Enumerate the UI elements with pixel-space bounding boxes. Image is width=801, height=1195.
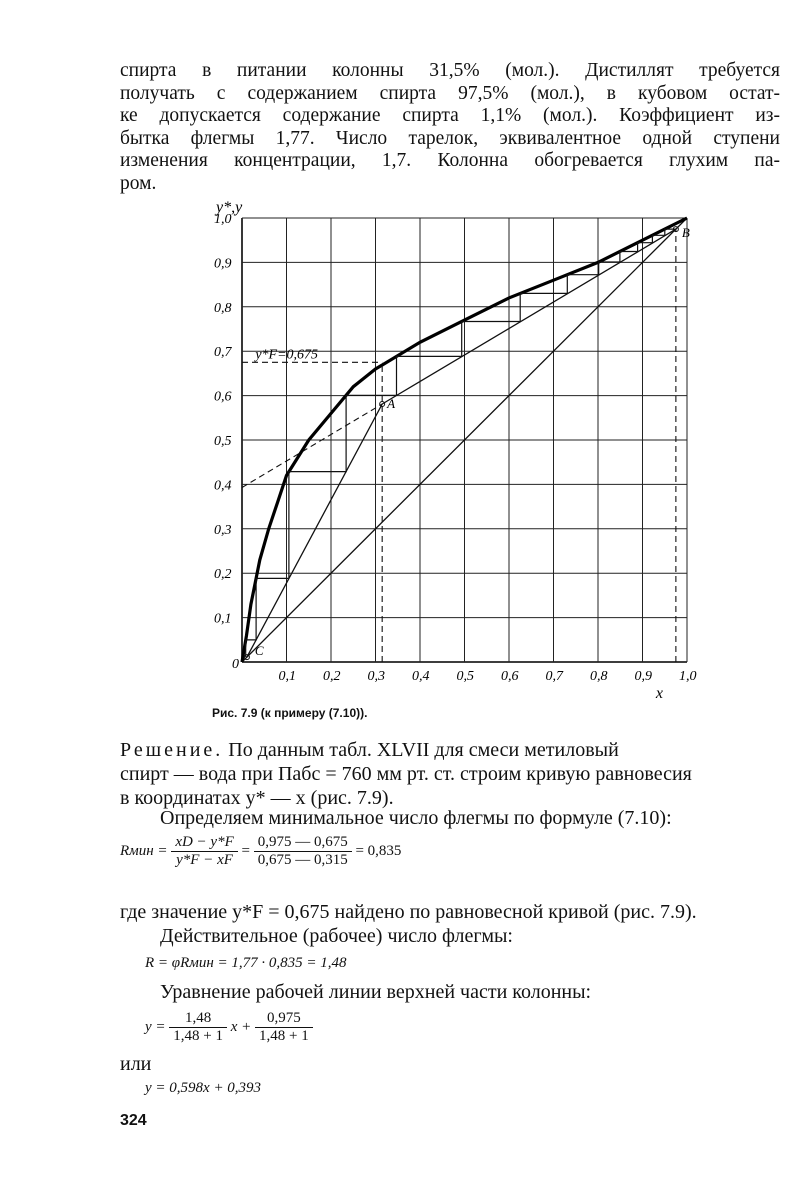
eq-lhs: y =	[145, 1018, 166, 1035]
y-tick-label: 0,2	[214, 567, 232, 583]
x-tick-label: 0,4	[412, 669, 430, 684]
y-tick-label: 1,0	[214, 212, 232, 227]
final-equation: y = 0,598x + 0,393	[145, 1080, 262, 1096]
operating-line-equation	[145, 1010, 313, 1045]
solution-line-3: в координатах y* — x (рис. 7.9).	[120, 787, 394, 809]
x-axis-title: x	[655, 685, 663, 702]
y-tick-label: 0,1	[214, 611, 232, 627]
x-tick-label: 0,3	[367, 669, 385, 684]
intro-line: спирта в питании колонны 31,5% (мол.). Дистиллят требуется	[120, 60, 780, 81]
eq-mid: x +	[230, 1018, 252, 1035]
point-c-label: C	[254, 643, 264, 659]
rmin-fraction-symbolic	[171, 834, 237, 869]
or-word: или	[120, 1053, 152, 1075]
x-tick-label: 0,7	[545, 669, 563, 684]
solution-line-6: Действительное (рабочее) число флегмы:	[160, 925, 513, 947]
intro-line: изменения концентрации, 1,7. Колонна обогревается глухим па-	[120, 150, 780, 171]
y-tick-label: 0,7	[214, 345, 232, 361]
intro-line: получать с содержанием спирта 97,5% (мол.), в кубовом остат-	[120, 82, 780, 104]
x-tick-label: 0,1	[278, 669, 296, 684]
solution-text: По данным табл. XLVII для смеси метиловый	[228, 739, 619, 761]
equals-sign: =	[241, 842, 250, 859]
x-tick-label: 0,6	[501, 669, 519, 684]
y-tick-label: 0,6	[214, 389, 232, 405]
equilibrium-chart	[200, 192, 720, 702]
solution-line-7: Уравнение рабочей линии верхней части колонны:	[160, 981, 592, 1003]
r-formula: R = φRмин = 1,77 · 0,835 = 1,48	[145, 955, 347, 971]
rectifying-operating-line	[382, 229, 676, 404]
intro-line: ке допускается содержание спирта 1,1% (мол.). Коэффициент из-	[120, 105, 780, 126]
eq-denominator-1: 1,48 + 1	[173, 1028, 223, 1044]
eq-denominator-2: 1,48 + 1	[259, 1028, 309, 1044]
eq-fraction-1	[169, 1010, 227, 1045]
solution-line-2: спирт — вода при Пабс = 760 мм рт. ст. строим кривую равновесия	[120, 763, 692, 785]
y-axis-title: y*,y	[216, 199, 243, 216]
rmin-numerator: xD − y*F	[171, 834, 237, 852]
eq-numerator-1: 1,48	[169, 1010, 227, 1028]
page-number: 324	[120, 1112, 147, 1129]
point-a-label: A	[387, 396, 396, 412]
y-tick-label: 0,3	[214, 522, 232, 538]
eq-fraction-2	[255, 1010, 313, 1045]
x-tick-label: 0,5	[456, 669, 474, 684]
rmin-formula	[120, 834, 401, 869]
figure-caption: Рис. 7.9 (к примеру (7.10)).	[212, 706, 368, 720]
operating-line-extension	[242, 404, 382, 488]
solution-line-5: где значение y*F = 0,675 найдено по равновесной кривой (рис. 7.9).	[120, 901, 697, 923]
intro-paragraph	[120, 60, 780, 195]
x-tick-label: 0,2	[323, 669, 341, 684]
rmin-result: = 0,835	[355, 842, 402, 859]
y-tick-label: 0,8	[214, 300, 232, 316]
rmin-numerator-values: 0,975 — 0,675	[254, 834, 352, 852]
y-tick-label: 0,4	[214, 478, 232, 494]
solution-heading: Решение.	[120, 739, 224, 761]
solution-line-1	[120, 738, 785, 762]
y-tick-label: 0,5	[214, 434, 232, 449]
intro-line: бытка флегмы 1,77. Число тарелок, эквивалентное одной ступени	[120, 127, 780, 149]
intro-line: ром.	[120, 172, 157, 194]
rmin-denominator-values: 0,675 — 0,315	[257, 852, 348, 868]
eq-numerator-2: 0,975	[255, 1010, 313, 1028]
y-tick-label: 0,9	[214, 256, 232, 272]
solution-line-4: Определяем минимальное число флегмы по формуле (7.10):	[160, 807, 672, 829]
rmin-fraction-numeric	[254, 834, 352, 869]
yf-label: y*F=0,675	[255, 347, 319, 363]
rmin-lhs: Rмин =	[120, 842, 168, 859]
rmin-denominator: y*F − xF	[176, 852, 233, 868]
x-tick-label: 0,8	[590, 669, 608, 684]
x-tick-label: 1,0	[679, 669, 697, 684]
point-b-label: B	[681, 225, 690, 241]
x-tick-label: 0,9	[634, 669, 652, 684]
origin-label: 0	[232, 657, 239, 672]
